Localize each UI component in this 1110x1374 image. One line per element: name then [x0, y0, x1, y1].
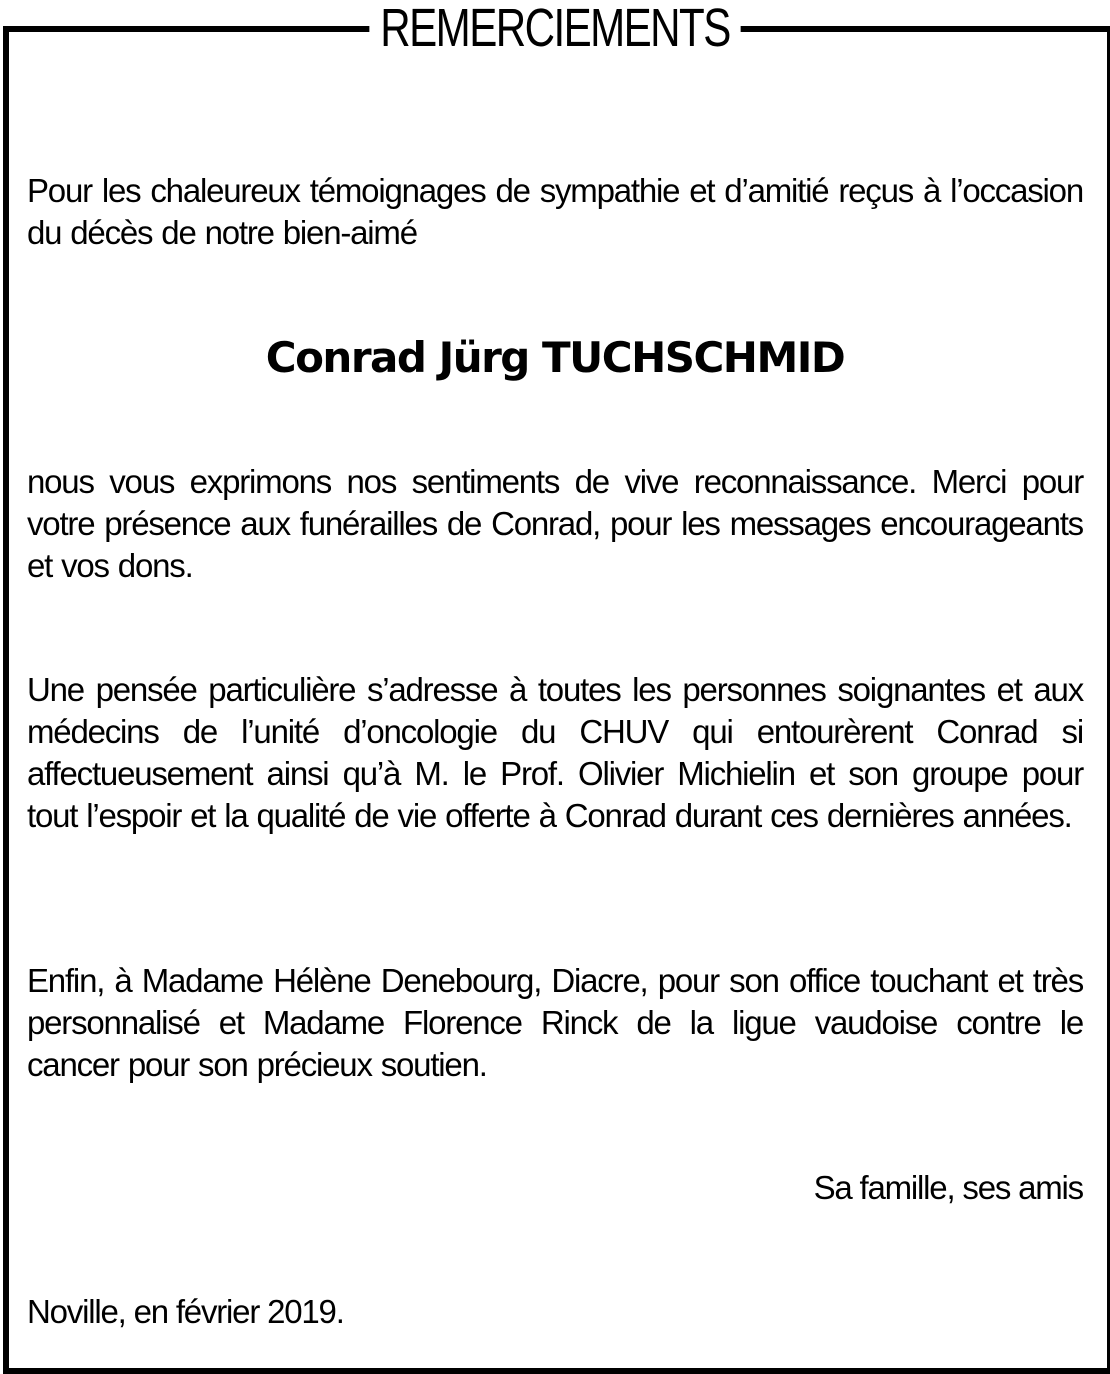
- intro-paragraph: Pour les chaleureux témoignages de sympathie et d’amitié reçus à l’occasion du décès de notre bien-aimé: [27, 172, 1083, 251]
- place-date: Noville, en février 2019.: [27, 1293, 344, 1330]
- notice-heading-container: [0, 0, 1110, 56]
- signature: Sa famille, ses amis: [813, 1169, 1083, 1206]
- deceased-name: Conrad Jürg TUCHSCHMID: [265, 333, 845, 382]
- thanks-paragraph: nous vous exprimons nos sentiments de vive reconnaissance. Merci pour votre présence aux funérailles de Conrad, pour les messages encourageants et vos dons.: [27, 463, 1083, 584]
- final-paragraph: Enfin, à Madame Hélène Denebourg, Diacre, pour son office touchant et très personnalisé et Madame Florence Rinck de la ligue vaudoise contre le cancer pour son précieux soutien.: [27, 962, 1083, 1083]
- care-paragraph: Une pensée particulière s’adresse à toutes les personnes soignantes et aux médecins de l’unité d’oncologie du CHUV qui entourèrent Conrad si affectueusement ainsi qu’à M. le Prof. Olivier Michielin et son groupe pour tout l’espoir et la qualité de vie offerte à Conrad durant ces dernières années.: [27, 671, 1083, 834]
- notice-heading: REMERCIEMENTS: [369, 0, 740, 56]
